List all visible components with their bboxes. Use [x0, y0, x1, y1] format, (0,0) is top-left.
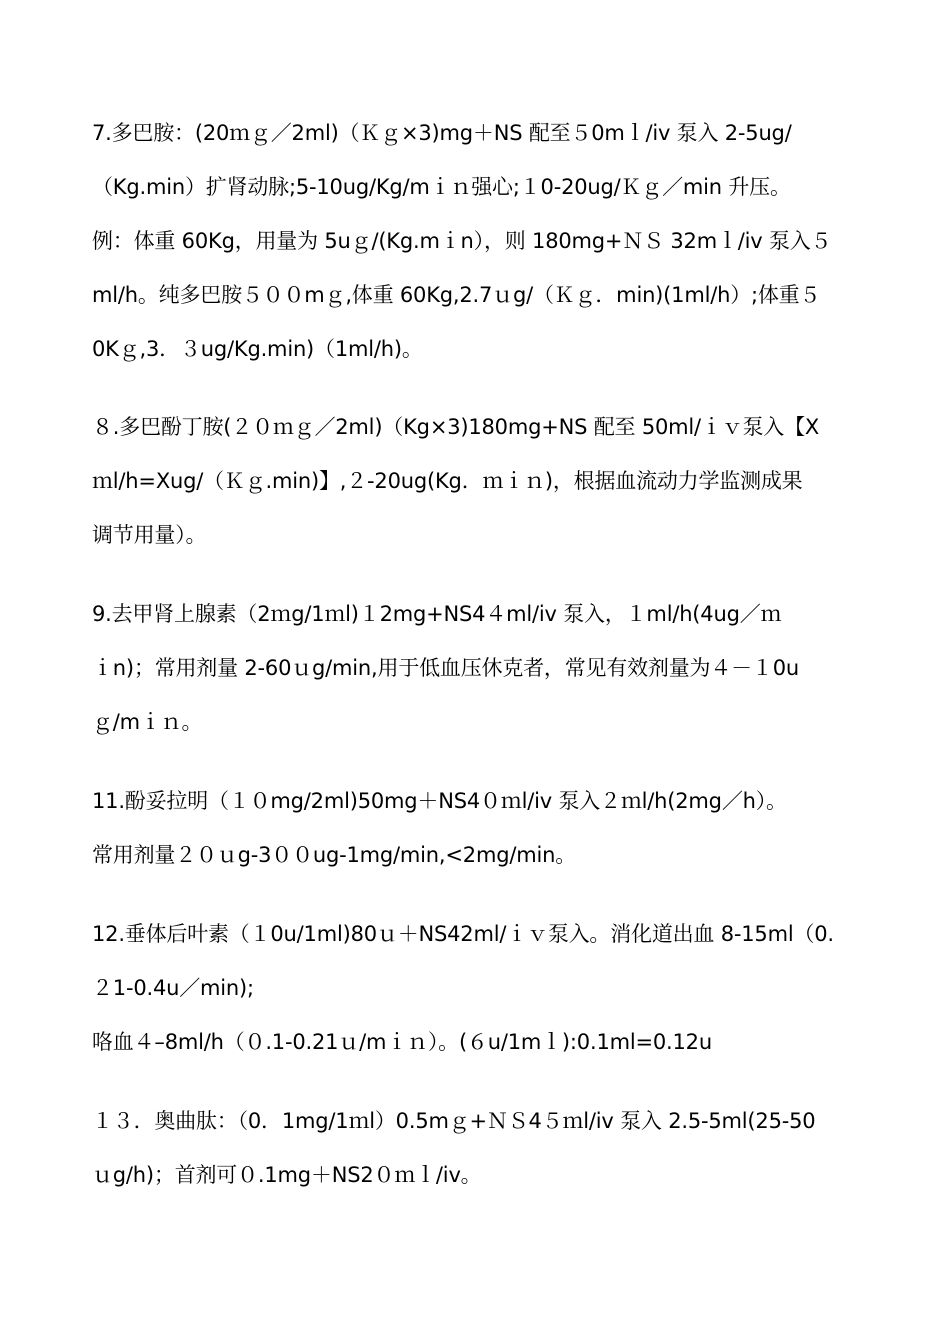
- text-line-9: 9.去甲肾上腺素（2ｍg/1ｍl)１2mg+NS4４ml/iv 泵入，１ml/h(4ug／ｍ: [92, 602, 782, 626]
- text-line-2: （Kg.min）扩肾动脉;5-10ug/Kg/mｉｎ强心;１0-20ug/Ｋｇ／min 升压。: [92, 175, 791, 199]
- text-line-8: 调节用量）。: [92, 523, 207, 547]
- text-line-5: 0Kｇ,3．３ug/Kg.min)（1ml/h)。: [92, 337, 423, 361]
- text-line-3: 例：体重 60Kg，用量为 5uｇ/(Kg.mｉn），则 180mg+ＮＳ 32mｌ/iv 泵入５: [92, 229, 832, 253]
- text-line-13: 常用剂量２０ｕg-3００ug-1mg/min,<2mg/min。: [92, 843, 577, 867]
- text-line-18: ｕg/h)；首剂可０.1mg＋NS2０ｍｌ/iv。: [92, 1163, 482, 1187]
- text-line-1: 7.多巴胺：(20ｍｇ／2ml)（Ｋｇ×3)mg＋NS 配至５0mｌ/iv 泵入 2-5ug/: [92, 121, 792, 145]
- text-line-7: ｍl/h=Xug/（Ｋｇ.min)】,２-20ug(Kg．ｍｉｎ)，根据血流动力学监测成果: [92, 469, 803, 493]
- text-line-11: ｇ/mｉｎ。: [92, 710, 203, 734]
- text-line-14: 12.垂体后叶素（１0u/1ml)80ｕ＋NS42ml/ｉｖ泵入。消化道出血 8-15ml（0.: [92, 922, 834, 946]
- text-line-17: １３．奥曲肽：（0．1mg/1ｍl）0.5mｇ+ＮＳ4５ｍl/iv 泵入 2.5-5ml(25-50: [92, 1109, 816, 1133]
- text-line-15: ２1-0.4u／min);: [92, 976, 254, 1000]
- text-line-12: 11.酚妥拉明（１０mg/2ml)50mg＋NS4０ｍl/iv 泵入２ｍl/h(2mg／h）。: [92, 789, 787, 813]
- text-line-16: 咯血４–8ml/h（０.1-0.21ｕ/mｉｎ）。(６u/1mｌ):0.1ml=0.12u: [92, 1030, 712, 1054]
- text-line-4: ml/h。纯多巴胺５００mｇ,体重 60Kg,2.7ｕg/（Ｋｇ．min)(1ml/h）;体重５: [92, 283, 821, 307]
- text-line-6: ８.多巴酚丁胺(２０ｍｇ／2ml)（Kg×3)180mg+NS 配至 50ml/ｉｖ泵入【X: [92, 415, 820, 439]
- text-line-10: ｉn)；常用剂量 2-60ｕg/min,用于低血压休克者，常见有效剂量为４－１0u: [92, 656, 799, 680]
